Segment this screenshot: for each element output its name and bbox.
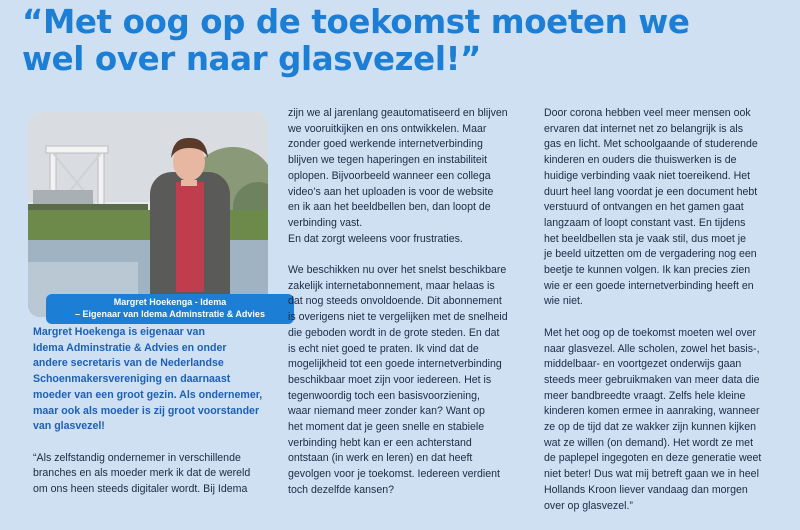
text-line: toch dezelfde kansen? (288, 483, 395, 496)
text-line: We beschikken nu over het snelst beschikbare (288, 264, 507, 277)
text-line: ontstaan (in werk en leren) en dat heeft (288, 452, 473, 465)
text-line: moeder van een groot gezin. Als ondernemer, (33, 388, 263, 401)
text-line: wie er een goede internetverbinding heeft en (544, 279, 754, 292)
text-line: zijn we al jarenlang geautomatiseerd en blijven (288, 107, 508, 119)
text-line: oplopen. Bijvoorbeeld wanneer een collega (288, 169, 491, 182)
text-line: Schoenmakersvereniging en daarnaast (33, 373, 231, 386)
text-line: is echt niet goed te praten. Ik vind dat de (288, 342, 479, 355)
article-headline (22, 4, 792, 78)
text-line: ervaren dat internet net zo belangrijk is als (544, 122, 744, 135)
text-line: langzaam of loopt constant vast. En tijdens (544, 216, 746, 229)
text-line: branches en als moeder merk ik dat de wereld (33, 467, 251, 480)
text-line: duurt heel lang voordat je een document hebt (544, 185, 758, 198)
text-line: zonder goed werkende internetverbinding (288, 138, 483, 151)
text-line: van glasvezel! (33, 420, 105, 433)
text-line: het moment dat je geen snelle en stabiele (288, 421, 485, 434)
text-line: “Als zelfstandig ondernemer in verschillende (33, 451, 241, 464)
text-line: we vooruitkijken en ons ontwikkelen. Maar (288, 122, 487, 135)
text-line: zakelijk internetabonnement, maar helaas is (288, 279, 495, 292)
quote-paragraph (33, 451, 265, 498)
text-line: Hollands Kroon liever vandaag dan morgen (544, 483, 748, 496)
text-line: Margret Hoekenga is eigenaar van (33, 326, 205, 338)
intro-paragraph (33, 325, 265, 435)
portrait-photo (28, 112, 268, 317)
text-line: beetje te kunnen volgen. Ik kan precies zien (544, 264, 751, 277)
text-line: gevolgen voor je toekomst. Iedereen verdient (288, 468, 501, 481)
text-line: Door corona hebben veel meer mensen ook (544, 107, 751, 119)
text-line: kinderen komen ermee in aanraking, wanneer (544, 405, 760, 418)
text-line: die geboden wordt in de grote steden. En dat (288, 326, 500, 339)
text-line: huidige verbinding vaak niet toereikend. Het (544, 169, 751, 182)
text-line: blijven we tegen haperingen en instabiliteit (288, 154, 488, 167)
text-line: om ons heen steeds digitaler wordt. Bij Idema (33, 483, 248, 496)
column-3 (544, 106, 779, 530)
caption-name: Margret Hoekenga - Idema (113, 297, 227, 307)
text-line: mogelijkheid tot een goede internetverbinding (288, 358, 502, 371)
text-line: En dat zorgt weleens voor frustraties. (288, 232, 463, 245)
text-line: meer bandbreedte vraagt. Zelfs hele kleine (544, 389, 746, 402)
text-line: gas en licht. Met schoolgaande of studerende (544, 138, 758, 151)
text-line: is overigens niet te vergelijken met de snelheid (288, 311, 508, 324)
text-line: de paplepel ingegoten en deze generatie weet (544, 452, 762, 465)
headline-line: “Met oog op de toekomst moeten we (22, 3, 690, 41)
text-line: dat nog steeds onvoldoende. Dit abonnement (288, 295, 502, 308)
text-line: het beeldbellen sta je vaak stil, dus moet je (544, 232, 746, 245)
text-line: verstuurd of ontvangen en het gamen gaat (544, 201, 744, 214)
text-line: steeds meer gebruikmaken van meer data die (544, 373, 760, 386)
text-line: middelbaar- en voortgezet onderwijs gaan (544, 358, 742, 371)
photo-caption (46, 294, 294, 324)
text-line: wie niet. (544, 295, 583, 308)
text-line: over op glasvezel.” (544, 499, 633, 512)
body-paragraph (288, 106, 518, 247)
text-line: waar niemand meer zonder kan? Want op (288, 405, 485, 418)
column-1 (33, 325, 265, 513)
body-paragraph (288, 263, 518, 499)
column-2 (288, 106, 518, 514)
text-line: beschikbaar moet zijn voor iedereen. Het is (288, 373, 492, 386)
text-line: naar glasvezel. Alle scholen, zowel het basis-, (544, 342, 760, 355)
text-line: verbinding hebt kan er een achterstand (288, 436, 472, 449)
text-line: tegenwoordig toch een basisvoorziening, (288, 389, 480, 402)
headline-line: wel over naar glasvezel!” (22, 40, 481, 78)
text-line: Met het oog op de toekomst moeten wel over (544, 326, 756, 339)
text-line: ze op de tijd dat ze wakker zijn kunnen kijken (544, 421, 756, 434)
text-line: maar ook als moeder is zij groot voorstander (33, 404, 260, 417)
text-line: wat ze willen (on demand). Het wordt ze met (544, 436, 754, 449)
text-line: kinderen en ouders die thuiswerken is de (544, 154, 737, 167)
text-line: niet beter! Dus wat mij betreft gaan we in heel (544, 468, 759, 481)
text-line: en ik aan het beeldbellen ben, dan loopt de (288, 201, 491, 214)
text-line: andere secretaris van de Nederlandse (33, 357, 224, 370)
text-line: verbinding vast. (288, 216, 363, 229)
body-paragraph (544, 326, 779, 514)
caption-role: – Eigenaar van Idema Adminstratie & Advies (75, 308, 265, 319)
body-paragraph (544, 106, 779, 310)
text-line: je beeld uitzetten om de vergadering nog een (544, 248, 757, 261)
text-line: video’s aan het uploaden is voor de website (288, 185, 494, 198)
text-line: Idema Adminstratie & Advies en onder (33, 341, 227, 354)
